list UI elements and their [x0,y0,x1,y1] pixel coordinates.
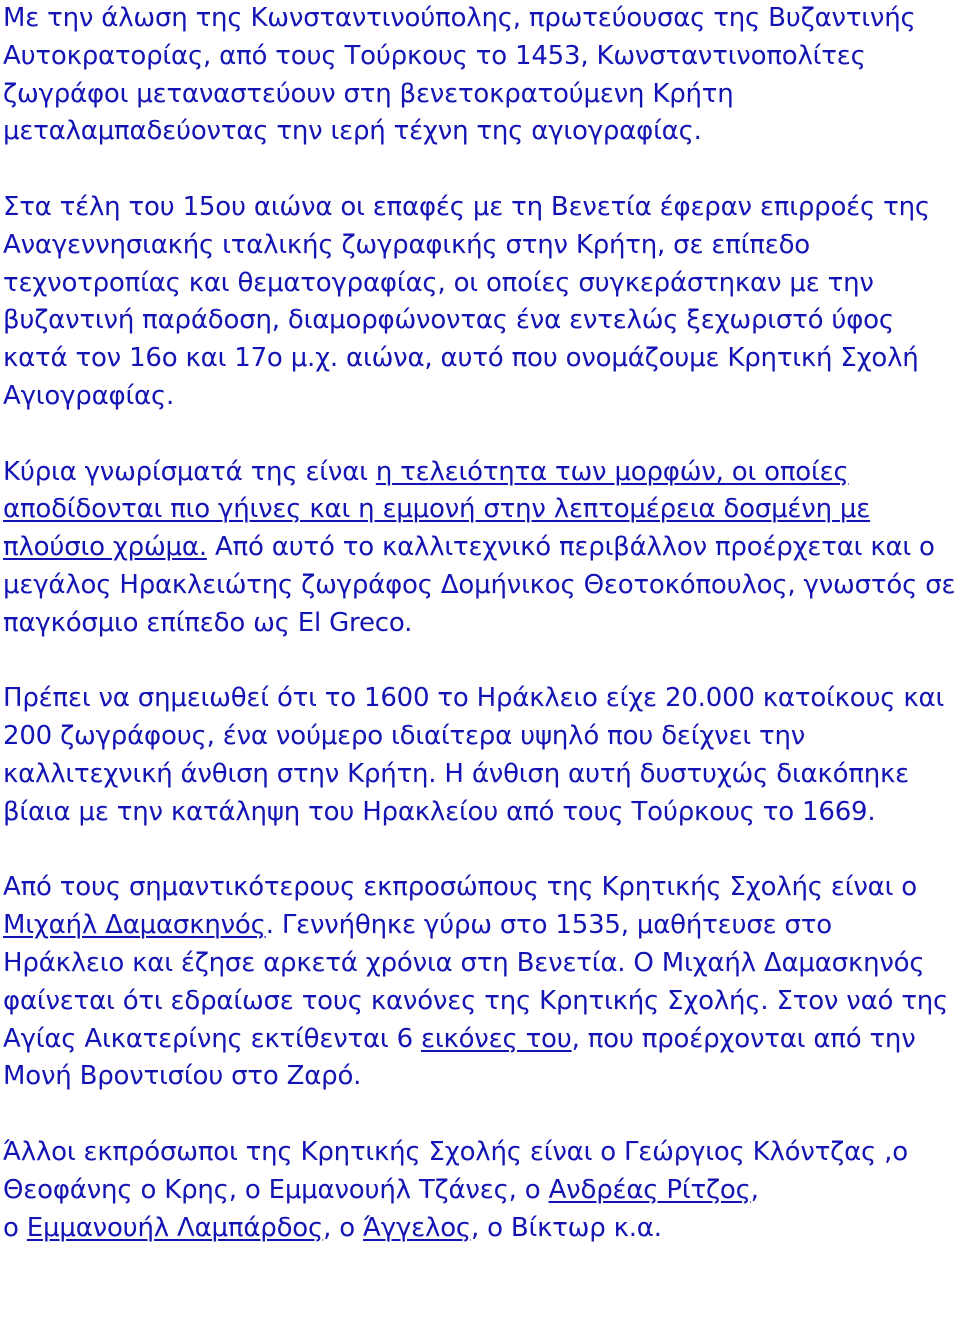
damaskinos-text-end: , που προέρχονται από την Μονή Βροντισίου στο Ζαρό. [3,1023,916,1092]
representatives-separator: , ο [323,1212,363,1243]
paragraph-damaskinos [3,869,960,1096]
icons-link[interactable]: εικόνες του [421,1023,572,1054]
representatives-text-o: ο [3,1212,27,1243]
paragraph-heraklion-1600: Πρέπει να σημειωθεί ότι το 1600 το Ηράκλειο είχε 20.000 κατοίκους και 200 ζωγράφους, ένα νούμερο ιδιαίτερα υψηλό που δείχνει την καλλιτεχνική άνθιση στην Κρήτη. Η άνθιση αυτή δυστυχώς διακόπηκε βίαια με την κατάληψη του Ηρακλείου από τους Τούρκους το 1669. [3,683,945,827]
andreas-ritzos-link[interactable]: Ανδρέας Ρίτζος [548,1174,751,1205]
characteristics-link[interactable]: η τελειότητα των μορφών, οι οποίες αποδίδονται πιο γήινες και η εμμονή στην λεπτομέρεια δοσμένη με πλούσιο χρώμα. [3,456,871,563]
paragraph-spacer [3,643,960,681]
damaskinos-text-middle: . Γεννήθηκε γύρω στο 1535, μαθήτευσε στο Ηράκλειο και έζησε αρκετά χρόνια στη Βενετία. Ο Μιχαήλ Δαμασκηνός φαίνεται ότι εδραίωσε τους κανόνες της Κρητικής Σχολής. Στον ναό της Αγίας Αικατερίνης εκτίθενται 6 [3,910,949,1054]
michail-damaskinos-link[interactable]: Μιχαήλ Δαμασκηνός [3,910,266,941]
paragraph-spacer [3,832,960,870]
paragraph-characteristics [3,454,960,643]
representatives-text-end: , ο Βίκτωρ κ.α. [470,1212,662,1243]
representatives-text-start: Άλλοι εκπρόσωποι της Κρητικής Σχολής είναι ο Γεώργιος Κλόντζας ,ο Θεοφάνης ο Κρης, ο Εμμανουήλ Τζάνες, ο [3,1136,908,1205]
characteristics-text-start: Κύρια γνωρίσματά της είναι [3,456,376,487]
emmanouil-lampardos-link[interactable]: Εμμανουήλ Λαμπάρδος [26,1212,324,1243]
representatives-comma: , [750,1174,759,1205]
characteristics-text-end: Από αυτό το καλλιτεχνικό περιβάλλον προέρχεται και ο μεγάλος Ηρακλειώτης ζωγράφος Δομήνικος Θεοτοκόπουλος, γνωστός σε παγκόσμιο επίπεδο ως El Greco. [3,532,956,638]
paragraph-spacer [3,416,960,454]
damaskinos-text-start: Από τους σημαντικότερους εκπροσώπους της Κρητικής Σχολής είναι ο [3,872,917,903]
angelos-link[interactable]: Άγγελος [362,1212,471,1243]
paragraph-spacer [3,151,960,189]
document-page [3,0,960,1247]
paragraph-venetian-influence: Στα τέλη του 15ου αιώνα οι επαφές με τη Βενετία έφεραν επιρροές της Αναγεννησιακής ιταλικής ζωγραφικής στην Κρήτη, σε επίπεδο τεχνοτροπίας και θεματογραφίας, οι οποίες συγκεράστηκαν με την βυζαντινή παράδοση, διαμορφώνοντας ένα εντελώς ξεχωριστό ύφος κατά τον 16ο και 17ο μ.χ. αιώνα, αυτό που ονομάζουμε Κρητική Σχολή Αγιογραφίας. [3,191,930,411]
paragraph-fall-of-constantinople: Με την άλωση της Κωνσταντινούπολης, πρωτεύουσας της Βυζαντινής Αυτοκρατορίας, από τους Τούρκους το 1453, Κωνσταντινοπολίτες ζωγράφοι μεταναστεύουν στη βενετοκρατούμενη Κρήτη μεταλαμπαδεύοντας την ιερή τέχνη της αγιογραφίας. [3,3,916,147]
paragraph-other-representatives [3,1134,960,1247]
paragraph-spacer [3,1096,960,1134]
